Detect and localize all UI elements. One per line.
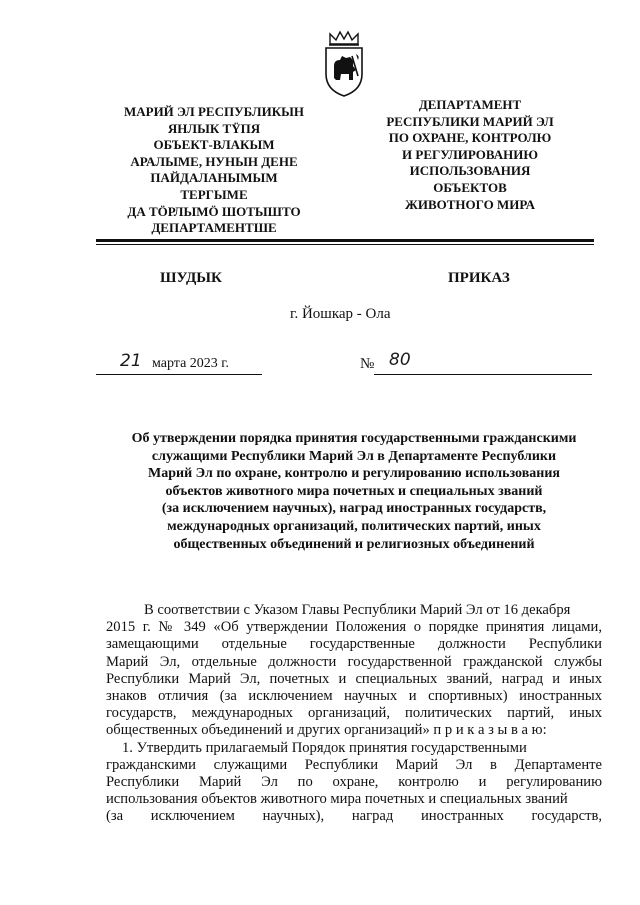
subject-line: Марий Эл по охране, контролю и регулированию использования — [148, 466, 560, 482]
body-line: государств, международных организаций, политических партий, иных — [106, 705, 602, 722]
subject-line: (за исключением научных), наград иностранных государств, — [161, 501, 547, 517]
number-underline — [374, 374, 592, 375]
header-left-line: МАРИЙ ЭЛ РЕСПУБЛИКЫН — [123, 104, 305, 119]
order-number-handwritten: 80 — [389, 350, 411, 370]
header-left-line: ОБЪЕКТ-ВЛАКЫМ — [153, 137, 275, 153]
header-right-line: ОБЪЕКТОВ — [433, 179, 507, 195]
order-title-mari: ШУДЫК — [160, 270, 222, 286]
subject-line: общественных объединений и религиозных объединений — [173, 536, 535, 552]
order-subject-title — [106, 430, 602, 553]
body-line: общественных объединений и других организаций» п р и к а з ы в а ю: — [106, 722, 547, 739]
header-left-line: ПАЙДАЛАНЫМЫМ — [150, 170, 278, 186]
body-line: замещающими отдельные государственные должности Республики — [106, 636, 602, 653]
subject-line: служащими Республики Марий Эл в Департаменте Республики — [151, 448, 557, 464]
header-department-name-mari — [108, 104, 320, 237]
order-date-day-handwritten: 21 — [120, 351, 142, 371]
body-line: 2015 г. № 349 «Об утверждении Положения о порядке принятия лицами, — [106, 619, 602, 636]
header-right-line: ПО ОХРАНЕ, КОНТРОЛЮ — [388, 130, 552, 146]
header-right-line: И РЕГУЛИРОВАНИЮ — [402, 146, 538, 162]
order-body-text — [106, 602, 602, 825]
header-divider-thick — [96, 239, 594, 242]
header-left-line: ДЕПАРТАМЕНТШЕ — [151, 220, 277, 236]
header-left-line: ЯНЛЫК ТŸПЯ — [167, 120, 261, 136]
body-line: знаков отличия (за исключением научных и спортивных) иностранных — [106, 687, 602, 704]
city-name: г. Йошкар - Ола — [290, 306, 391, 322]
body-line: Марий Эл, отдельные должности государственной гражданской службы — [106, 653, 602, 670]
header-left-line: ДА ТÖРЛЫМÖ ШОТЫШТО — [127, 203, 301, 219]
body-line: гражданскими служащими Республики Марий Эл в Департаменте — [106, 756, 602, 773]
order-date-month-year: марта 2023 г. — [152, 356, 229, 371]
subject-line: Об утверждении порядка принятия государственными гражданскими — [131, 431, 577, 446]
header-left-line: ТЕРГЫМЕ — [180, 186, 248, 202]
body-line: 1. Утвердить прилагаемый Порядок принятия государственными — [122, 739, 527, 756]
header-right-line: ЖИВОТНОГО МИРА — [405, 196, 535, 212]
coat-of-arms-emblem — [320, 30, 368, 98]
subject-line: международных организаций, политических партий, иных — [167, 518, 541, 534]
header-right-line: ИСПОЛЬЗОВАНИЯ — [409, 163, 531, 179]
header-left-line: АРАЛЫМЕ, НУНЫН ДЕНЕ — [130, 153, 298, 169]
body-line: использования объектов животного мира почетных и специальных званий — [106, 791, 568, 808]
body-line: (за исключением научных), наград иностранных государств, — [106, 808, 602, 825]
order-title-russian: ПРИКАЗ — [448, 270, 510, 286]
date-underline — [96, 374, 262, 375]
body-line: В соответствии с Указом Главы Республики Марий Эл от 16 декабря — [144, 602, 571, 618]
subject-line: объектов животного мира почетных и специальных званий — [165, 483, 543, 499]
header-right-line: РЕСПУБЛИКИ МАРИЙ ЭЛ — [386, 113, 554, 129]
body-line: Республики Марий Эл, почетных и специальных званий, наград и иных — [106, 670, 602, 687]
header-right-line: ДЕПАРТАМЕНТ — [418, 97, 522, 112]
header-department-name-russian — [358, 97, 582, 213]
body-line: Республики Марий Эл по охране, контролю и регулированию — [106, 773, 602, 790]
order-number-label: № — [360, 356, 375, 372]
header-divider-thin — [96, 244, 594, 245]
